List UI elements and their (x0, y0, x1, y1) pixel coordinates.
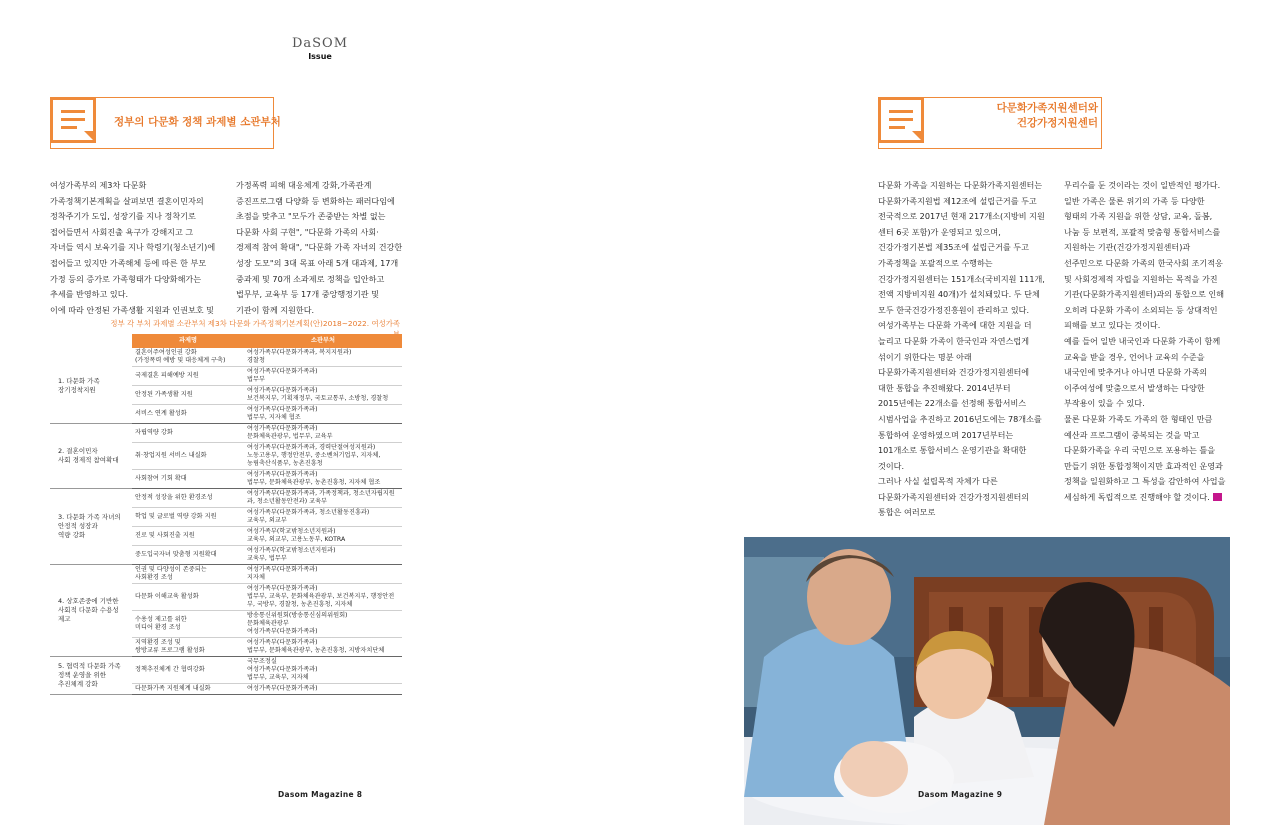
header-dept: 소관부처 (244, 334, 402, 348)
table-group-name: 1. 다문화 가족 장기정착지원 (50, 348, 132, 424)
table-cell-task: 사회참여 기회 확대 (132, 470, 244, 489)
table-row (50, 565, 402, 584)
table-cell-task: 진로 및 사회진출 지원 (132, 527, 244, 546)
table-cell-dept: 여성가족부(다문화가족과) 지자체 (244, 565, 402, 584)
section-title: 정부의 다문화 정책 과제별 소관부처 (114, 116, 281, 128)
table-cell-dept: 여성가족부(다문화가족과) (244, 684, 402, 695)
table-cell-task: 정책추진체계 간 협력강화 (132, 657, 244, 684)
table-cell-task: 인권 및 다양성이 존중되는 사회환경 조성 (132, 565, 244, 584)
page-folio-left: Dasom Magazine 8 (278, 790, 363, 799)
table-cell-task: 다문화 이해교육 활성화 (132, 584, 244, 611)
section-title: 다문화가족지원센터와 건강가정지원센터 (996, 102, 1098, 129)
issue-label: Issue (308, 52, 332, 61)
table-group-name: 5. 협력적 다문화 가족 정책 운영을 위한 추진체계 강화 (50, 657, 132, 695)
table-row (50, 424, 402, 443)
table-cell-task: 지역환경 조성 및 쌍방교류 프로그램 활성화 (132, 638, 244, 657)
masthead (290, 36, 350, 61)
table-cell-dept: 여성가족부(다문화가족과) 법무부, 문화체육관광부, 농촌진흥청, 지방자치단체 (244, 638, 402, 657)
table-cell-task: 국제결혼 피해예방 지원 (132, 367, 244, 386)
table-cell-dept: 국무조정실 여성가족부(다문화가족과) 법무부, 교육부, 지자체 (244, 657, 402, 684)
left-body-col1: 여성가족부의 제3차 다문화 가족정책기본계획을 살펴보면 결혼이민자의 정착주기가 도입, 성장기를 지나 정착기로 접어들면서 사회진출 욕구가 강해지고 그 자녀들 역시 보육기를 지나 학령기(청소년기)에 접어들고 있지만 가족해체 등에 따른 한 부모 가정 등의 증가로 가족형태가 다양화해가는 추세를 반영하고 있다. 이에 따라 안정된 가족생활 지원과 인권보호 및 (50, 180, 216, 315)
table-row (50, 489, 402, 508)
table-cell-dept: 여성가족부(다문화가족과) 법무부 (244, 367, 402, 386)
table-caption: 정부 각 부처 과제별 소관부처 제3차 다문화 가족정책기본계획(안)2018~2022. 여성가족 (110, 319, 400, 328)
table-cell-dept: 여성가족부(다문화가족과) 법무부, 지자체 협조 (244, 405, 402, 424)
table-row (50, 348, 402, 367)
table-cell-task: 안정적 성장을 위한 환경조성 (132, 489, 244, 508)
table-cell-dept: 여성가족부(다문화가족과, 청소년활동진흥과) 교육부, 외교부 (244, 508, 402, 527)
table-cell-task: 중도입국자녀 맞춤형 지원확대 (132, 546, 244, 565)
table-cell-dept: 여성가족부(다문화가족과) 보건복지부, 기획재정부, 국토교통부, 소방청, 경찰청 (244, 386, 402, 405)
table-cell-dept: 여성가족부(학교밖청소년지원과) 교육부, 법무부 (244, 546, 402, 565)
table-cell-dept: 여성가족부(다문화가족과, 가족정책과, 청소년자립지원과, 청소년활동안전과) 교육부 (244, 489, 402, 508)
left-body-col2: 가정폭력 피해 대응체계 강화,가족관계 증진프로그램 다양화 등 변화하는 패러다임에 초점을 맞추고 "모두가 존중받는 차별 없는 다문화 사회 구현", "다문화 가족의 사회· 경제적 참여 확대", "다문화 가족 자녀의 건강한 성장 도모"의 3대 목표 아래 5개 대과제, 17개 중과제 및 70개 소과제로 정책을 입안하고 법무부, 교육부 등 17개 중앙행정기관 및 기관이 함께 지원한다. (236, 180, 403, 315)
table-cell-task: 결혼이주여성인권 강화 (가정폭력 예방 및 대응체계 구축) (132, 348, 244, 367)
memo-icon (50, 97, 96, 143)
table-cell-task: 학업 및 글로벌 역량 강화 지원 (132, 508, 244, 527)
table-cell-dept: 여성가족부(다문화가족과) 법무부, 문화체육관광부, 농촌진흥청, 지자체 협조 (244, 470, 402, 489)
table-group-name: 2. 결혼이민자 사회 경제적 참여확대 (50, 424, 132, 489)
header-task: 과제명 (132, 334, 244, 348)
table-header-row (50, 334, 402, 348)
table-cell-task: 다문화가족 지원체계 내실화 (132, 684, 244, 695)
table-cell-dept: 여성가족부(다문화가족과) 문화체육관광부, 법무부, 교육부 (244, 424, 402, 443)
table-cell-task: 서비스 연계 활성화 (132, 405, 244, 424)
table-group-name: 4. 상호존중에 기반한 사회적 다문화 수용성 제고 (50, 565, 132, 657)
table-row (50, 657, 402, 684)
family-photo (744, 537, 1230, 825)
table-cell-dept: 여성가족부(다문화가족과, 경력단절여성지원과) 노동고용부, 행정안전부, 중소벤처기업부, 지자체, 농림축산식품부, 농촌진흥청 (244, 443, 402, 470)
table-cell-dept: 여성가족부(학교밖청소년지원과) 교육부, 외교부, 고용노동부, KOTRA (244, 527, 402, 546)
table-cell-task: 자립역량 강화 (132, 424, 244, 443)
page-folio-right: Dasom Magazine 9 (918, 790, 1003, 799)
table-cell-task: 수용성 제고를 위한 미디어 환경 조성 (132, 611, 244, 638)
policy-table (50, 334, 402, 695)
table-cell-dept: 여성가족부(다문화가족과) 법무부, 교육부, 문화체육관광부, 보건복지부, 행정안전부, 국방부, 경찰청, 농촌진흥청, 지자체 (244, 584, 402, 611)
memo-icon (878, 97, 924, 143)
end-mark-icon (1213, 493, 1222, 501)
table-cell-dept: 방송통신위원회(방송통신심의위원회) 문화체육관광부 여성가족부(다문화가족과) (244, 611, 402, 638)
right-body-col2: 무리수를 둔 것이라는 것이 일반적인 평가다. 일반 가족은 물론 위기의 가족 등 다양한 형태의 가족 지원을 위한 상담, 교육, 돌봄, 나눔 등 보편적, 포괄적 맞춤형 통합서비스를 지원하는 기관(건강가정지원센터)과 선주민으로 다문화 가족의 한국사회 조기적응 및 사회경제적 자립을 지원하는 목적을 가진 기관(다문화가족지원센터)과의 통합으로 인해 오히려 다문화 가족이 소외되는 등 상대적인 피해를 보고 있다는 것이다. 예를 들어 일반 내국인과 다문화 가족이 함께 교육을 받을 경우, 언어나 교육의 수준을 내국인에 맞추거나 아니면 다문화 가족의 이주여성에 맞춤으로서 발생하는 다양한 부작용이 있을 수 있다. 물론 다문화 가족도 가족의 한 형태인 만큼 예산과 프로그램이 중복되는 것을 막고 다문화가족을 우리 국민으로 포용하는 틀을 만들기 위한 통합정책이지만 효과적인 운영과 정책을 일원화하고 그 특성을 감안하여 사업을 세심하게 독립적으로 진행해야 할 것이다. (1064, 180, 1226, 502)
magazine-logo: DaSOM (291, 36, 349, 51)
table-cell-task: 취·창업지원 서비스 내실화 (132, 443, 244, 470)
table-cell-dept: 여성가족부(다문화가족과, 복지지원과) 경찰청 (244, 348, 402, 367)
right-body-col1: 다문화 가족을 지원하는 다문화가족지원센터는 다문화가족지원법 제12조에 설립근거를 두고 전국적으로 2017년 현재 217개소(지방비 지원 센터 6곳 포함)가 운영되고 있으며, 건강가정기본법 제35조에 설립근거를 두고 가족정책을 포괄적으로 수행하는 건강가정지원센터는 151개소(국비지원 111개, 전액 지방비지원 40개)가 설치돼있다. 두 단체 모두 한국건강가정진흥원이 관리하고 있다. 여성가족부는 다문화 가족에 대한 지원을 더 늘리고 다문화 가족이 한국인과 자연스럽게 섞이기 위한다는 명분 아래 다문화가족지원센터와 건강가정지원센터에 대한 통합을 추진해왔다. 2014년부터 2015년에는 22개소를 선정해 통합서비스 시범사업을 추진하고 2016년도에는 78개소를 통합하여 운영하였으며 2017년부터는 101개소로 통합서비스 운영기관을 확대한 것이다. 그러나 사실 설립목적 자체가 다른 다문화가족지원센터와 건강가정지원센터의 통합은 여러모로 (878, 180, 1045, 518)
table-cell-task: 안정된 가족생활 지원 (132, 386, 244, 405)
table-group-name: 3. 다문화 가족 자녀의 안정적 성장과 역량 강화 (50, 489, 132, 565)
